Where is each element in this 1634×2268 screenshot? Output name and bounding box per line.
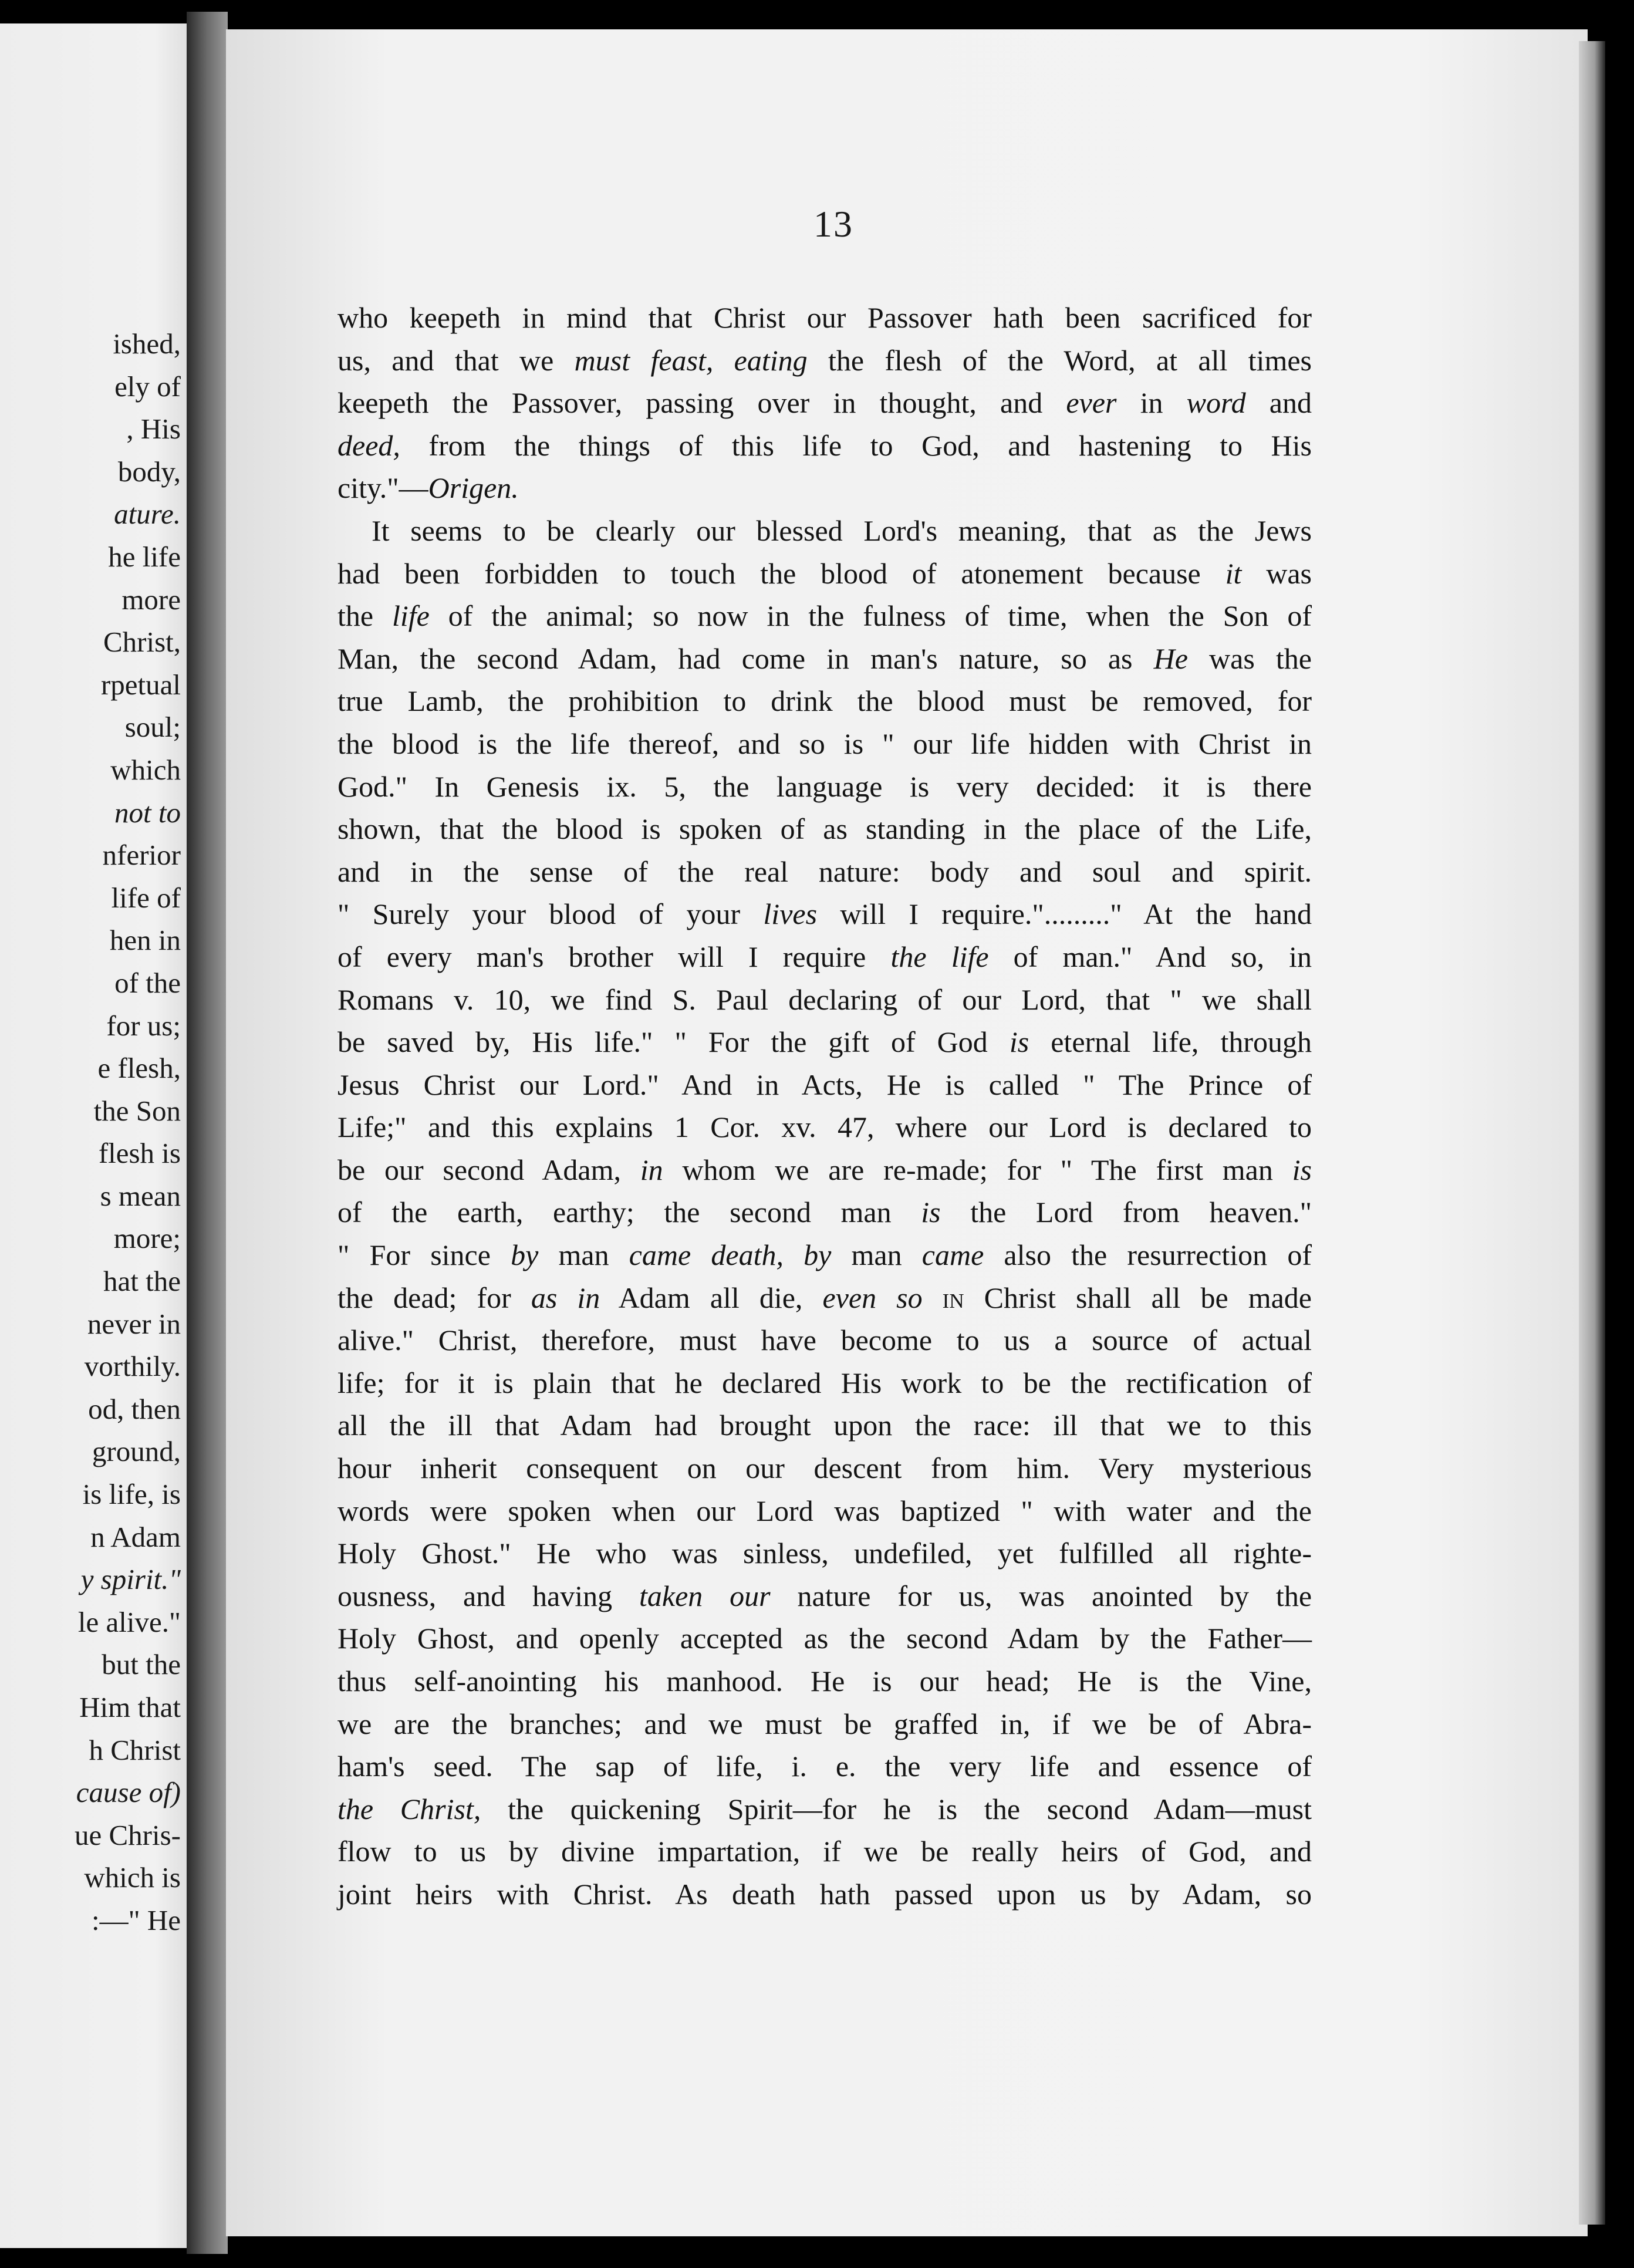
text-line: ham's seed. The sap of life, i. e. the very life and essence of (337, 1750, 1312, 1783)
left-line: y spirit." (80, 1563, 181, 1596)
left-line: ground, (92, 1435, 181, 1468)
left-line: od, then (88, 1392, 181, 1425)
text-line: the dead; for as in Adam all die, even so in Christ shall all be made (337, 1281, 1312, 1314)
text-line: the Christ, the quickening Spirit—for he is the second Adam—must (337, 1792, 1312, 1825)
text-line: the life of the animal; so now in the fulness of time, when the Son of (337, 599, 1312, 633)
left-line: but the (102, 1648, 181, 1681)
text-line: the blood is the life thereof, and so is " our life hidden with Christ in (337, 727, 1312, 760)
page-edge (1579, 41, 1605, 2225)
left-line: :—" He (91, 1904, 181, 1936)
left-line: body, (117, 455, 181, 488)
text-line: Holy Ghost, and openly accepted as the second Adam by the Father— (337, 1622, 1312, 1655)
body-text (337, 296, 1312, 1916)
text-line: joint heirs with Christ. As death hath passed upon us by Adam, so (337, 1877, 1312, 1911)
text-line: city."—Origen. (337, 471, 519, 505)
text-line: who keepeth in mind that Christ our Passover hath been sacrificed for (337, 301, 1312, 334)
text-line: of the earth, earthy; the second man is the Lord from heaven." (337, 1196, 1312, 1229)
text-line: God." In Genesis ix. 5, the language is very decided: it is there (337, 770, 1312, 803)
text-line: be our second Adam, in whom we are re-made; for " The first man is (337, 1153, 1312, 1186)
text-line: Life;" and this explains 1 Cor. xv. 47, where our Lord is declared to (337, 1111, 1312, 1144)
left-line: soul; (124, 711, 181, 744)
left-line: flesh is (98, 1137, 181, 1170)
text-line: true Lamb, the prohibition to drink the blood must be removed, for (337, 684, 1312, 718)
left-line: hen in (109, 924, 181, 957)
left-line: Him that (79, 1691, 181, 1723)
left-line: ely of (114, 370, 181, 403)
left-line: hat the (103, 1265, 181, 1298)
text-line: and in the sense of the real nature: body and soul and spirit. (337, 855, 1312, 888)
text-line: had been forbidden to touch the blood of atonement because it was (337, 556, 1312, 590)
left-line: never in (87, 1307, 181, 1340)
left-line: more (121, 583, 181, 616)
text-line: shown, that the blood is spoken of as standing in the place of the Life, (337, 812, 1312, 846)
left-line: the Son (93, 1094, 181, 1127)
text-line: hour inherit consequent on our descent from him. Very mysterious (337, 1452, 1312, 1485)
left-line: nferior (102, 839, 181, 872)
left-line: Christ, (103, 626, 181, 659)
left-line: cause of) (76, 1776, 181, 1809)
text-line: deed, from the things of this life to God, and hastening to His (337, 428, 1312, 462)
text-line: alive." Christ, therefore, must have become to us a source of actual (337, 1324, 1312, 1357)
text-line: be saved by, His life." " For the gift of God is eternal life, through (337, 1025, 1312, 1059)
text-line: thus self-anointing his manhood. He is our head; He is the Vine, (337, 1665, 1312, 1697)
text-line: us, and that we must feast, eating the flesh of the Word, at all times (337, 343, 1312, 377)
book-gutter (187, 12, 228, 2254)
left-line: , His (126, 413, 181, 446)
left-line: ished, (113, 328, 181, 360)
left-line: ue Chris- (75, 1818, 181, 1851)
left-line: for us; (106, 1009, 181, 1042)
left-line: more; (113, 1222, 181, 1255)
left-line: which (110, 753, 181, 786)
left-line: he life (108, 540, 181, 573)
left-line: s mean (100, 1179, 181, 1212)
text-line: Jesus Christ our Lord." And in Acts, He is called " The Prince of (337, 1068, 1312, 1101)
text-line: ousness, and having taken our nature for us, was anointed by the (337, 1579, 1312, 1612)
text-line: Holy Ghost." He who was sinless, undefiled, yet fulfilled all righte- (337, 1537, 1312, 1570)
left-line: e flesh, (97, 1052, 181, 1085)
left-line: which is (84, 1861, 181, 1894)
page-number: 13 (813, 203, 853, 245)
text-line: all the ill that Adam had brought upon the race: ill that we to this (337, 1409, 1312, 1442)
left-page (0, 23, 194, 2248)
text-line: It seems to be clearly our blessed Lord's meaning, that as the Jews (372, 514, 1312, 547)
left-line: life of (111, 881, 181, 914)
text-line: " Surely your blood of your lives will I require."........." At the hand (337, 897, 1312, 931)
text-line: of every man's brother will I require the life of man." And so, in (337, 940, 1312, 973)
left-line: rpetual (100, 668, 181, 701)
text-line: " For since by man came death, by man came also the resurrection of (337, 1238, 1312, 1272)
text-line: words were spoken when our Lord was baptized " with water and the (337, 1494, 1312, 1527)
left-line: is life, is (82, 1478, 181, 1511)
left-page-text (75, 323, 181, 1942)
text-line: life; for it is plain that he declared His work to be the rectification of (337, 1366, 1312, 1399)
left-line: ature. (114, 498, 181, 531)
text-line: flow to us by divine impartation, if we be really heirs of God, and (337, 1835, 1312, 1868)
left-line: not to (114, 796, 181, 829)
left-line: le alive." (77, 1605, 181, 1638)
text-line: keepeth the Passover, passing over in thought, and ever in word and (337, 386, 1312, 420)
text-line: we are the branches; and we must be graffed in, if we be of Abra- (337, 1707, 1312, 1740)
left-line: vorthily. (84, 1350, 181, 1383)
text-line: Man, the second Adam, had come in man's nature, so as He was the (337, 642, 1312, 675)
text-line: Romans v. 10, we find S. Paul declaring of our Lord, that " we shall (337, 983, 1312, 1016)
left-line: of the (114, 966, 181, 999)
left-line: n Adam (90, 1520, 181, 1553)
left-line: h Christ (89, 1733, 181, 1766)
